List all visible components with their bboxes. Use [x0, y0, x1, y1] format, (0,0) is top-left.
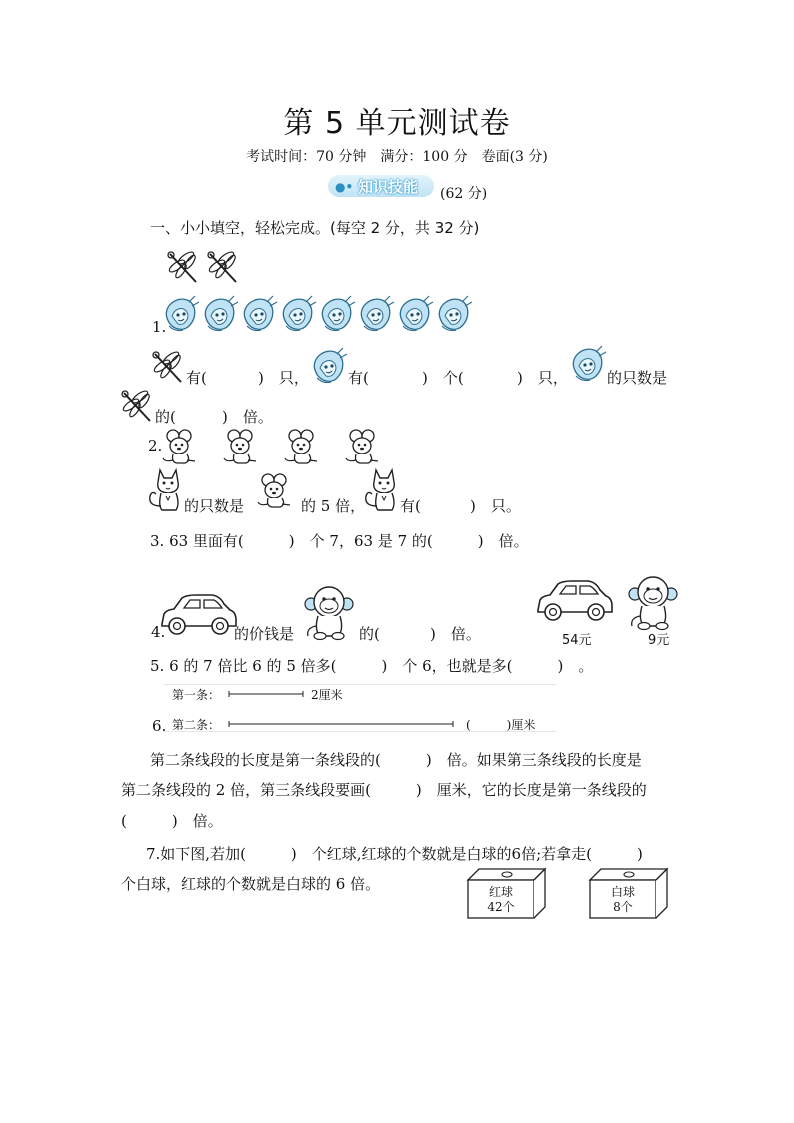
q6-para2: 第二条线段的 2 倍，第三条线段要画( ) 厘米，它的长度是第一条线段的: [121, 781, 647, 799]
cat-icon: [362, 466, 400, 512]
critter-icon: [397, 296, 435, 332]
dragonfly-icon: [166, 252, 200, 286]
q4-text-a: 的价钱是: [234, 625, 295, 643]
dragonfly-icon: [151, 352, 185, 386]
line1-label: 第一条：: [172, 688, 221, 702]
red-ball-box-label: [468, 885, 534, 915]
q3-text: 3. 63 里面有( ) 个 7，63 是 7 的( ) 倍。: [150, 532, 529, 550]
critter-icon: [311, 348, 349, 384]
mouse-icon: [285, 430, 319, 466]
car-price: 54元: [562, 633, 592, 648]
page-title: 第 5 单元测试卷: [283, 106, 511, 141]
mouse-icon: [163, 430, 197, 466]
line2-length: ( )厘米: [466, 718, 536, 732]
exam-info: 考试时间：70 分钟 满分：100 分 卷面(3 分): [246, 149, 548, 165]
line2-label: 第二条：: [172, 718, 221, 732]
q4-number: 4.: [151, 623, 166, 641]
mouse-icon: [258, 474, 292, 510]
box1-label: 红球: [488, 885, 513, 899]
mouse-icon: [346, 430, 380, 466]
badge-icon: ●•: [335, 180, 354, 194]
q1-text-b: ) 只，: [258, 369, 309, 387]
q4-text-c: ) 倍。: [430, 625, 481, 643]
box2-label: 白球: [610, 885, 635, 899]
critter-icon: [436, 296, 474, 332]
q1-text-d: ) 个(: [422, 369, 464, 387]
q1-number: 1.: [152, 318, 167, 336]
critter-icon: [202, 296, 240, 332]
q6-number: 6.: [152, 717, 167, 735]
q1-text-f: 的只数是: [607, 369, 668, 387]
q1-text-a: 有(: [186, 369, 207, 387]
q1-text-g: 的(: [155, 408, 176, 426]
q1-text-h: ) 倍。: [222, 408, 273, 426]
q1-text-e: ) 只，: [517, 369, 568, 387]
critter-icon: [280, 296, 318, 332]
dragonfly-icon: [120, 391, 154, 425]
section-score: (62 分): [440, 186, 488, 202]
mouse-icon: [224, 430, 258, 466]
q6-para1: 第二条线段的长度是第一条线段的( ) 倍。如果第三条线段的长度是: [150, 751, 642, 769]
critter-icon: [358, 296, 396, 332]
q2-text-d: ) 只。: [470, 497, 521, 515]
monkey-price: 9元: [648, 633, 670, 648]
q6-para3: ( ) 倍。: [121, 812, 223, 830]
q1-text-c: 有(: [348, 369, 369, 387]
section-badge-label: 知识技能: [358, 178, 419, 196]
box2-count: 8个: [613, 900, 633, 914]
q2-number: 2.: [148, 437, 163, 455]
critter-icon: [241, 296, 279, 332]
q4-text-b: 的(: [359, 625, 380, 643]
car-icon: [536, 580, 614, 622]
line1-length: 2厘米: [311, 688, 343, 702]
critter-icon: [570, 346, 608, 382]
line1-segment: [228, 690, 304, 698]
cat-icon: [146, 466, 184, 512]
q2-text-b: 的 5 倍，: [301, 497, 366, 515]
q2-text-a: 的只数是: [184, 497, 245, 515]
critter-icon: [163, 296, 201, 332]
section-badge: [328, 175, 434, 197]
line2-segment: [228, 720, 454, 728]
car-icon: [160, 594, 238, 636]
q5-text: 5. 6 的 7 倍比 6 的 5 倍多( ) 个 6，也就是多( ) 。: [150, 657, 594, 675]
white-ball-box-label: [590, 885, 656, 915]
part1-heading: 一、小小填空，轻松完成。(每空 2 分，共 32 分): [150, 219, 480, 237]
q2-text-c: 有(: [400, 497, 421, 515]
q7-line2: 个白球，红球的个数就是白球的 6 倍。: [121, 875, 381, 893]
monkey-icon: [630, 576, 676, 630]
box1-count: 42个: [487, 900, 515, 914]
critter-icon: [319, 296, 357, 332]
dragonfly-icon: [206, 252, 240, 286]
monkey-icon: [306, 586, 352, 640]
q7-line1: 7.如下图,若加( ) 个红球,红球的个数就是白球的6倍;若拿走( ): [146, 845, 643, 863]
